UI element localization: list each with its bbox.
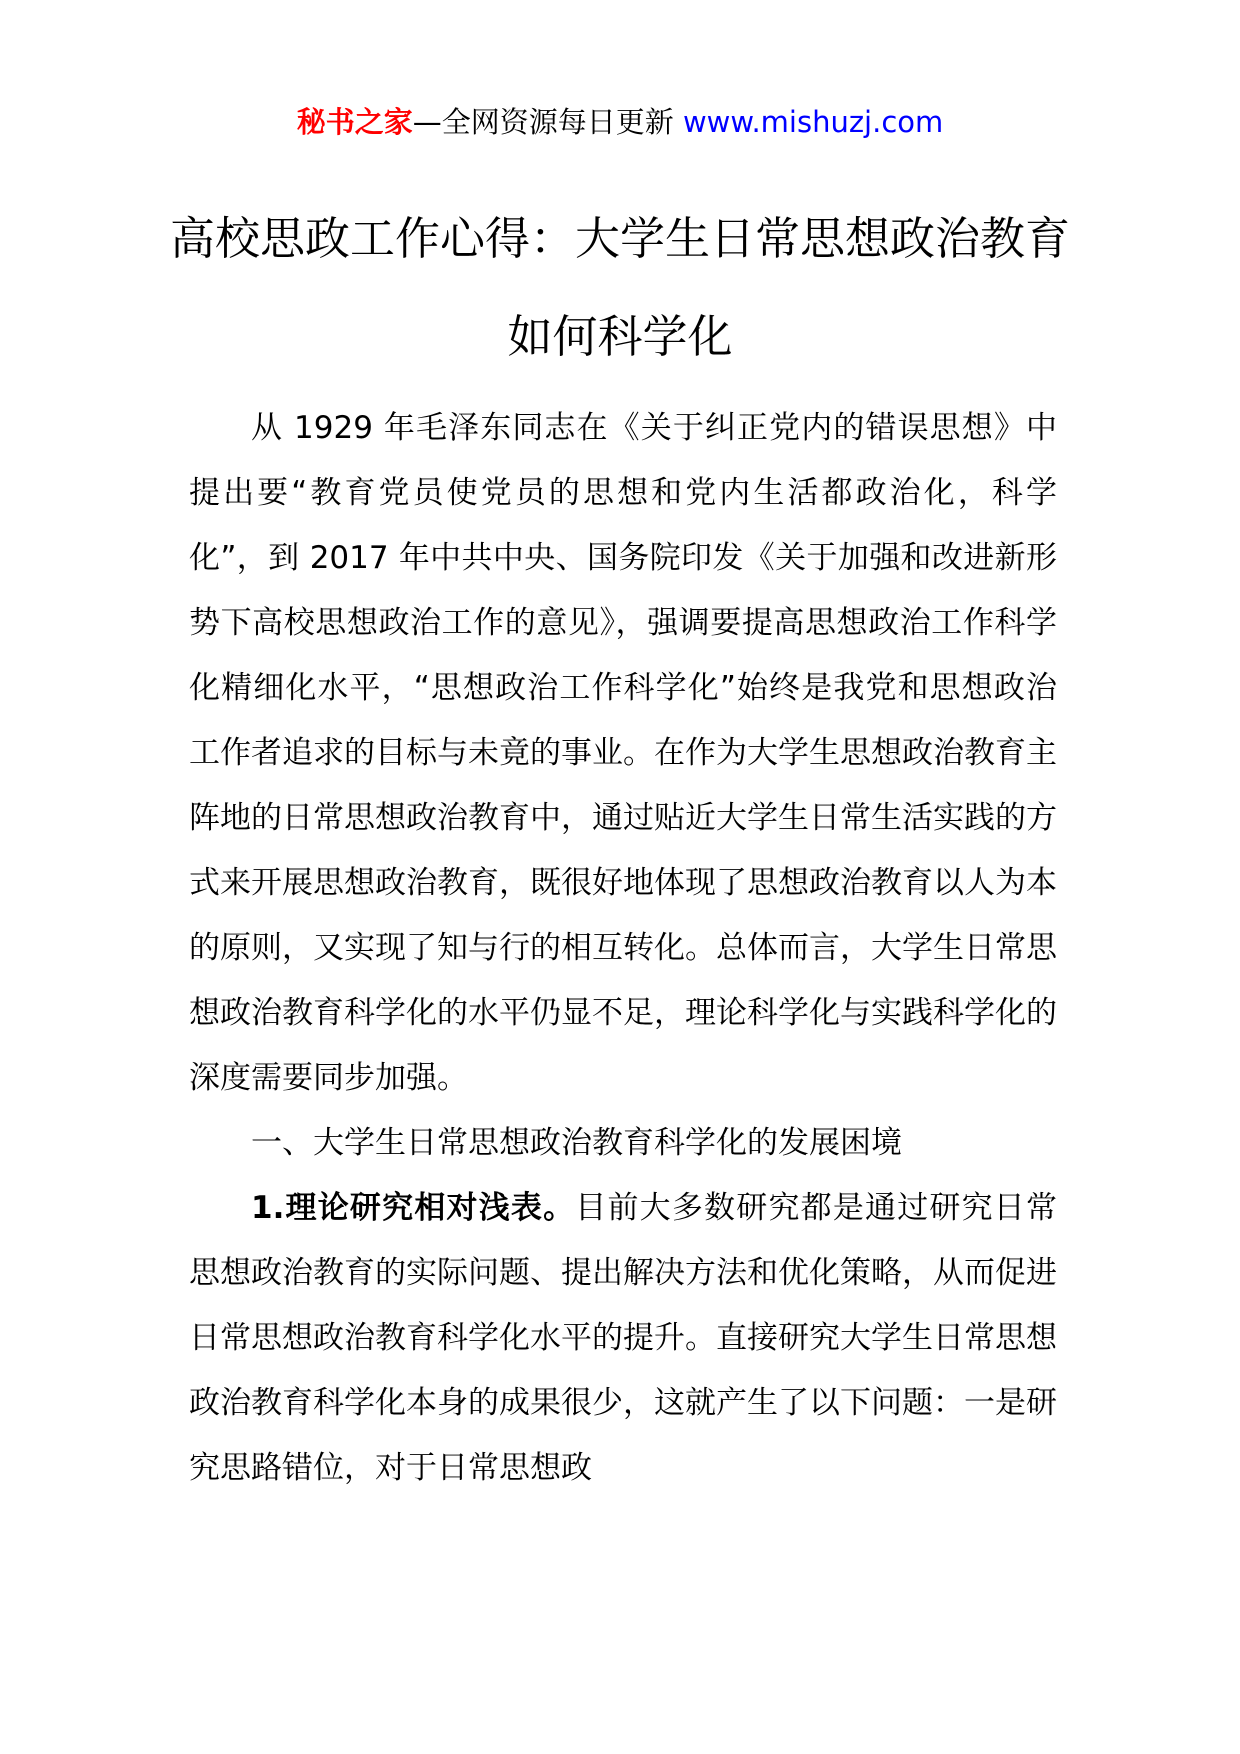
site-header: [0, 102, 1240, 142]
point-paragraph: [189, 1176, 1057, 1501]
section-heading: 一、大学生日常思想政治教育科学化的发展困境: [251, 1125, 902, 1161]
point-text: 目前大多数研究都是通过研究日常思想政治教育的实际问题、提出解决方法和优化策略，从而促进日常思想政治教育科学化水平的提升。直接研究大学生日常思想政治教育科学化本身的成果很少，这就产生了以下问题：一是研究思路错位，对于日常思想政: [189, 1190, 1057, 1486]
point-heading: 1.理论研究相对浅表。: [251, 1190, 576, 1226]
intro-paragraph: 从 1929 年毛泽东同志在《关于纠正党内的错误思想》中提出要“教育党员使党员的思想和党内生活都政治化，科学化”，到 2017 年中共中央、国务院印发《关于加强和改进新形势下高校思想政治工作的意见》，强调要提高思想政治工作科学化精细化水平，“思想政治工作科学化”始终是我党和思想政治工作者追求的目标与未竟的事业。在作为大学生思想政治教育主阵地的日常思想政治教育中，通过贴近大学生日常生活实践的方式来开展思想政治教育，既很好地体现了思想政治教育以人为本的原则，又实现了知与行的相互转化。总体而言，大学生日常思想政治教育科学化的水平仍显不足，理论科学化与实践科学化的深度需要同步加强。: [189, 410, 1057, 1096]
document-body: [189, 396, 1057, 1501]
site-brand: 秘书之家: [296, 105, 413, 139]
site-url-link[interactable]: www.mishuzj.com: [682, 105, 944, 139]
document-title: 高校思政工作心得：大学生日常思想政治教育如何科学化: [170, 212, 1071, 363]
site-tagline: —全网资源每日更新: [412, 105, 683, 139]
